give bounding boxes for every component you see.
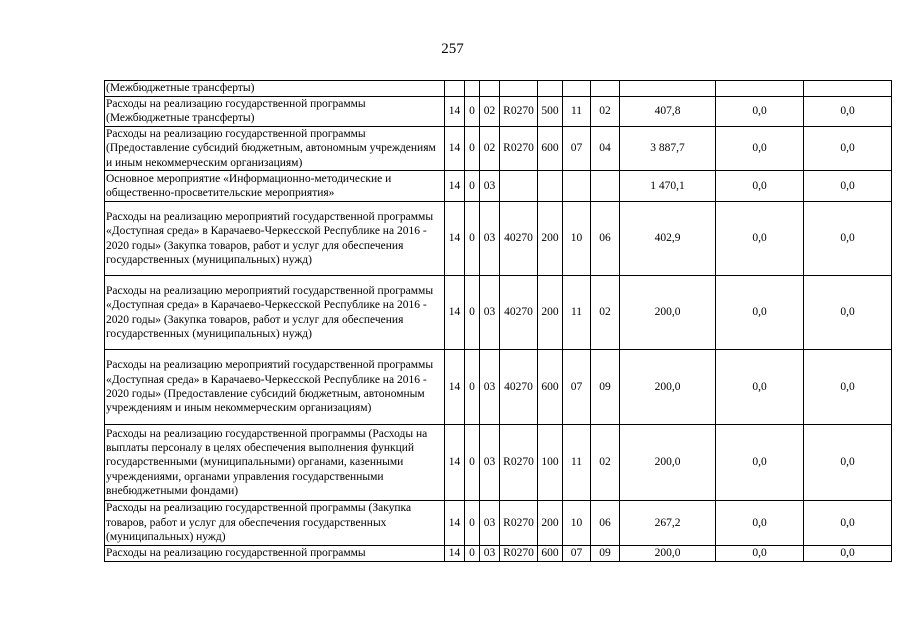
row-description: Основное мероприятие «Информационно-методические и общественно-просветительские мероприятия» — [105, 171, 445, 202]
amount-cell — [620, 81, 716, 97]
code-cell: 11 — [563, 425, 591, 501]
code-cell: 11 — [563, 97, 591, 127]
row-description: Расходы на реализацию государственной программы — [105, 546, 445, 562]
amount-cell: 200,0 — [620, 276, 716, 350]
code-cell: 10 — [563, 202, 591, 276]
code-cell: 09 — [591, 546, 620, 562]
amount-cell: 0,0 — [804, 501, 892, 546]
amount-cell: 0,0 — [716, 546, 804, 562]
amount-cell: 0,0 — [804, 350, 892, 425]
table-row — [105, 276, 892, 350]
code-cell: 03 — [480, 276, 500, 350]
amount-cell: 200,0 — [620, 546, 716, 562]
code-cell: 0 — [465, 546, 480, 562]
row-description: Расходы на реализацию государственной программы (Закупка товаров, работ и услуг для обеспечения государственных (муниципальных) нужд) — [105, 501, 445, 546]
code-cell: 04 — [591, 126, 620, 170]
amount-cell: 0,0 — [716, 350, 804, 425]
row-description: (Межбюджетные трансферты) — [105, 81, 445, 97]
code-cell: 0 — [465, 171, 480, 202]
code-cell — [563, 171, 591, 202]
table-row — [105, 202, 892, 276]
code-cell: 02 — [480, 97, 500, 127]
code-cell: 07 — [563, 546, 591, 562]
code-cell: 14 — [445, 350, 465, 425]
code-cell: 14 — [445, 202, 465, 276]
code-cell: 0 — [465, 276, 480, 350]
amount-cell: 0,0 — [716, 126, 804, 170]
code-cell: 40270 — [500, 202, 538, 276]
code-cell: 03 — [480, 350, 500, 425]
row-description: Расходы на реализацию государственной программы (Предоставление субсидий бюджетным, автономным учреждениям и иным некоммерческим организациям) — [105, 126, 445, 170]
code-cell: 14 — [445, 171, 465, 202]
table-row — [105, 501, 892, 546]
page-number: 257 — [441, 41, 464, 57]
code-cell — [465, 81, 480, 97]
code-cell: R0270 — [500, 546, 538, 562]
code-cell — [480, 81, 500, 97]
code-cell: 03 — [480, 202, 500, 276]
amount-cell: 0,0 — [804, 202, 892, 276]
budget-table — [104, 80, 892, 562]
code-cell — [500, 171, 538, 202]
row-description: Расходы на реализацию мероприятий государственной программы «Доступная среда» в Карачаево-Черкесской Республике на 2016 - 2020 годы» (Закупка товаров, работ и услуг для обеспечения государственных (муниципальных) нужд) — [105, 202, 445, 276]
amount-cell: 402,9 — [620, 202, 716, 276]
code-cell: 14 — [445, 97, 465, 127]
code-cell: 600 — [538, 126, 563, 170]
amount-cell: 267,2 — [620, 501, 716, 546]
code-cell: 06 — [591, 501, 620, 546]
code-cell: 500 — [538, 97, 563, 127]
table-row — [105, 97, 892, 127]
amount-cell: 407,8 — [620, 97, 716, 127]
code-cell: 100 — [538, 425, 563, 501]
code-cell: R0270 — [500, 425, 538, 501]
row-description: Расходы на реализацию государственной программы (Межбюджетные трансферты) — [105, 97, 445, 127]
amount-cell: 0,0 — [804, 97, 892, 127]
code-cell: 07 — [563, 126, 591, 170]
code-cell: 600 — [538, 350, 563, 425]
table-row — [105, 425, 892, 501]
amount-cell: 0,0 — [716, 171, 804, 202]
code-cell: 03 — [480, 501, 500, 546]
code-cell: 40270 — [500, 276, 538, 350]
code-cell: 0 — [465, 350, 480, 425]
amount-cell: 0,0 — [716, 202, 804, 276]
code-cell: 14 — [445, 276, 465, 350]
amount-cell: 200,0 — [620, 350, 716, 425]
table-row — [105, 171, 892, 202]
table-row — [105, 126, 892, 170]
amount-cell: 200,0 — [620, 425, 716, 501]
code-cell: 09 — [591, 350, 620, 425]
code-cell: 0 — [465, 425, 480, 501]
code-cell — [538, 81, 563, 97]
code-cell: 40270 — [500, 350, 538, 425]
amount-cell: 0,0 — [716, 501, 804, 546]
code-cell: R0270 — [500, 126, 538, 170]
code-cell: 14 — [445, 501, 465, 546]
code-cell: 03 — [480, 425, 500, 501]
code-cell: 14 — [445, 546, 465, 562]
amount-cell: 0,0 — [716, 97, 804, 127]
code-cell — [445, 81, 465, 97]
code-cell: 0 — [465, 202, 480, 276]
table-row — [105, 546, 892, 562]
code-cell: 14 — [445, 126, 465, 170]
amount-cell: 0,0 — [804, 546, 892, 562]
code-cell: 02 — [591, 425, 620, 501]
code-cell — [591, 171, 620, 202]
amount-cell — [716, 81, 804, 97]
amount-cell: 0,0 — [716, 276, 804, 350]
code-cell: 02 — [591, 276, 620, 350]
code-cell: 03 — [480, 171, 500, 202]
code-cell: 0 — [465, 97, 480, 127]
code-cell: 600 — [538, 546, 563, 562]
amount-cell: 1 470,1 — [620, 171, 716, 202]
code-cell: 06 — [591, 202, 620, 276]
row-description: Расходы на реализацию государственной программы (Расходы на выплаты персоналу в целях обеспечения выполнения функций государственными (муниципальными) органами, казенными учреждениями, органами управления государственными внебюджетными фондами) — [105, 425, 445, 501]
amount-cell: 0,0 — [716, 425, 804, 501]
code-cell — [563, 81, 591, 97]
code-cell: 02 — [480, 126, 500, 170]
code-cell: 10 — [563, 501, 591, 546]
code-cell: R0270 — [500, 501, 538, 546]
table-row — [105, 350, 892, 425]
row-description: Расходы на реализацию мероприятий государственной программы «Доступная среда» в Карачаево-Черкесской Республике на 2016 - 2020 годы» (Предоставление субсидий бюджетным, автономным учреждениям и иным некоммерческим организациям) — [105, 350, 445, 425]
code-cell: 0 — [465, 501, 480, 546]
amount-cell: 3 887,7 — [620, 126, 716, 170]
code-cell: 14 — [445, 425, 465, 501]
code-cell: 200 — [538, 202, 563, 276]
amount-cell — [804, 81, 892, 97]
code-cell — [538, 171, 563, 202]
code-cell: 0 — [465, 126, 480, 170]
amount-cell: 0,0 — [804, 126, 892, 170]
amount-cell: 0,0 — [804, 425, 892, 501]
amount-cell: 0,0 — [804, 171, 892, 202]
code-cell: 07 — [563, 350, 591, 425]
code-cell — [591, 81, 620, 97]
amount-cell: 0,0 — [804, 276, 892, 350]
code-cell: 200 — [538, 276, 563, 350]
code-cell: 02 — [591, 97, 620, 127]
code-cell: 03 — [480, 546, 500, 562]
code-cell: R0270 — [500, 97, 538, 127]
code-cell: 11 — [563, 276, 591, 350]
code-cell — [500, 81, 538, 97]
table-row — [105, 81, 892, 97]
row-description: Расходы на реализацию мероприятий государственной программы «Доступная среда» в Карачаево-Черкесской Республике на 2016 - 2020 годы» (Закупка товаров, работ и услуг для обеспечения государственных (муниципальных) нужд) — [105, 276, 445, 350]
code-cell: 200 — [538, 501, 563, 546]
